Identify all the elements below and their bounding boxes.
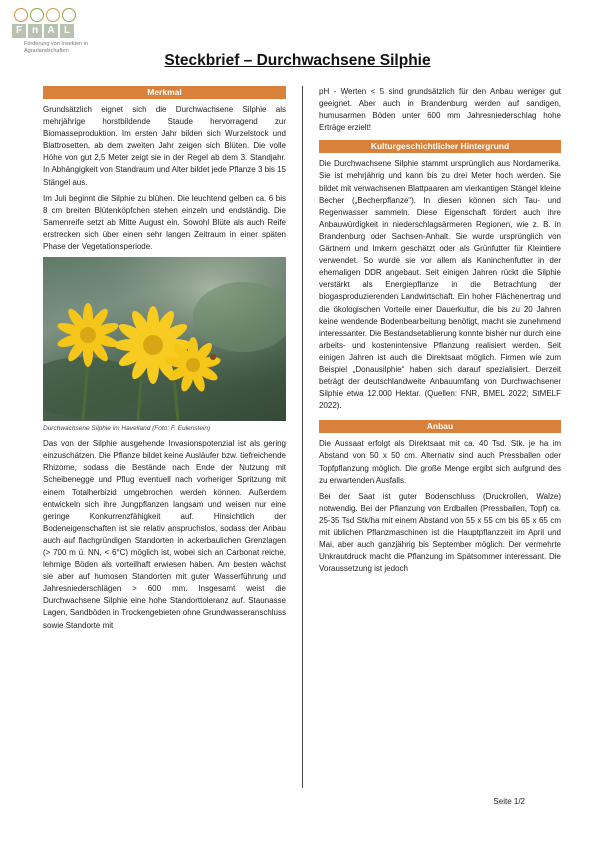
logo-subtitle: Förderung von Insekten in Agrarlandschaften [24, 41, 88, 54]
left-column [43, 86, 286, 636]
page-title: Steckbrief – Durchwachsene Silphie [164, 52, 431, 69]
anbau-paragraph-2: Bei der Saat ist guter Bodenschluss (Druckrollen, Walze) notwendig. Bei der Pflanzung von Erdballen (Pressballen, Topf) ca. 25-35 Tsd Stk/ha mit einem Abstand von 55 x 55 cm bis 65 x 65 cm mit üblichen Pflanzmaschinen ist die Hauptpflanzzeit im April und Mai, aber auch ganzjährig bis September möglich. Der vermehrte Unkrautdruck macht die Pflanzung im Spätsommer interessant. Die Voraussetzung ist jedoch [319, 491, 561, 574]
silphie-photo [43, 257, 286, 421]
continuation-paragraph: pH - Werten < 5 sind grundsätzlich für den Anbau weniger gut geeignet. Aber auch in Brandenburg werden auf sandigen, humusarmen Böden unter 600 mm Jahresniederschlag hohe Erträge erzielt! [319, 87, 561, 133]
leaf-icon [30, 8, 44, 22]
geschichte-paragraph-1: Die Durchwachsene Silphie stammt ursprünglich aus Nordamerika. Sie ist mehrjährig und kann bis zu drei Meter hoch werden. Sie bildet mit verwachsenen Blattpaaren am vierkantigen Stängel kleine Becher („Becherpflanze“). In diesen können sich Tau- und Regenwasser sammeln. Diese Eigenschaft fördert auch ihre Anbauwürdigkeit in niederschlagsärmeren Regionen, wie z. B. in Brandenburg oder Sachsen-Anhalt. Sie wurde ursprünglich von Gärtnern und Imkern geschätzt oder als Grünfutter für Kleintiere verwendet. So wurde sie vor allem als Kaninchenfutter in der ehemaligen DDR angebaut. Seit einigen Jahren rückt die Silphie verstärkt als Energiepflanze in die Betrachtung der biogasproduzierenden Landwirtschaft. Ein hoher Flächenertrag und die ökologischen Vorteile einer Dauerkultur, die bis zu 20 Jahren keine wendende Bodenbearbeitung benötigt, macht sie zunehmend interessanter. Die Bestandsetablierung konnte bisher nur durch eine arbeits- und kostenintensive Pflanzung realisiert werden. Seit einigen Jahren ist auch die Direktsaat möglich. Firmen wie zum Beispiel „Donausilphie“ haben sich darauf spezialisiert. Derzeit beträgt der deutschlandweite Anbauumfang von Durchwachsener Silphie etwa 12.000 Hektar. (Quellen: FNR, BMEL 2022; StMELF 2022). [319, 159, 561, 411]
section-heading-anbau: Anbau [319, 420, 561, 433]
section-heading-merkmal: Merkmal [43, 86, 286, 99]
page-number: Seite 1/2 [493, 797, 525, 806]
logo-letter: n [28, 24, 42, 38]
logo-letter: A [44, 24, 58, 38]
logo-letter: F [12, 24, 26, 38]
column-divider [302, 86, 303, 788]
merkmal-paragraph-2: Im Juli beginnt die Silphie zu blühen. Die leuchtend gelben ca. 6 bis 8 cm breiten Blütenköpfchen stehen einzeln und endständig. Die Samenreife setzt ab Mitte August ein. Sowohl Blüte als auch Reife erstrecken sich über einen sehr langen Zeitraum in einer späten Phase der Vegetationsperiode. [43, 193, 286, 252]
merkmal-paragraph-1: Grundsätzlich eignet sich die Durchwachsene Silphie als mehrjährige horstbildende Staude hervorragend zur Biomasseproduktion. Im ersten Jahr bilden sich Wurzelstock und Blattrosetten, ab dem zweiten Jahr zeigen sich Blüten. Die volle Höhe von gut 2,5 Meter zeigt sie in der Regel ab dem 3. Standjahr. In Abhängigkeit von Standraum und Alter bildet jede Pflanze 3 bis 15 Stängel aus. [43, 105, 286, 187]
flower-icon [14, 8, 28, 22]
logo-letters [12, 24, 74, 38]
right-column [319, 86, 561, 579]
bee-icon [46, 8, 60, 22]
logo-letter: L [60, 24, 74, 38]
anbau-paragraph-1: Die Aussaat erfolgt als Direktsaat mit ca. 40 Tsd. Stk. je ha im Abstand von 50 x 50 cm. Alternativ sind auch Pressballen oder Topfpflanzung möglich. Die große Menge ergibt sich aufgrund des zu erwartenden Ausfalls. [319, 439, 561, 485]
grain-icon [62, 8, 76, 22]
logo-symbols [14, 8, 76, 22]
merkmal-paragraph-3: Das von der Silphie ausgehende Invasionspotenzial ist als gering einzuschätzen. Die Pflanze bildet keine Ausläufer bzw. tiefreichende Rhizome, sodass die Bestände nach Ende der Nutzung mit Scheibenegge und Pflug eventuell nach vorheriger Spritzung mit einem Totalherbizid umgebrochen werden können. Außerdem entwickeln sich ihre Jungpflanzen langsam und weisen nur eine geringe Konkurrenzfähigkeit auf. Hinsichtlich der Bodeneigenschaften ist sie relativ anspruchslos, sodass der Anbau auch auf flachgründigen Standorten in ackerbaulichen Grenzlagen (> 700 m ü. NN, < 6°C) möglich ist, wobei sich an Carbonat reiche, lehmige Böden als vorteilhaft erwiesen haben. Am besten wächst sie aber auf humosen Standorten mit guter Wasserführung und Jahresniederschlägen > 600 mm. Insgesamt weist die Durchwachsene Silphie eine hohe Standorttoleranz auf. Staunasse Lagen, Sandböden in Trockengebieten ohne Grundwasseranschluss sowie Standorte mit [43, 439, 286, 630]
photo-caption: Durchwachsene Silphie im Havelland (Foto: F. Eulenstein) [43, 425, 211, 433]
section-heading-geschichte: Kulturgeschichtlicher Hintergrund [319, 140, 561, 153]
